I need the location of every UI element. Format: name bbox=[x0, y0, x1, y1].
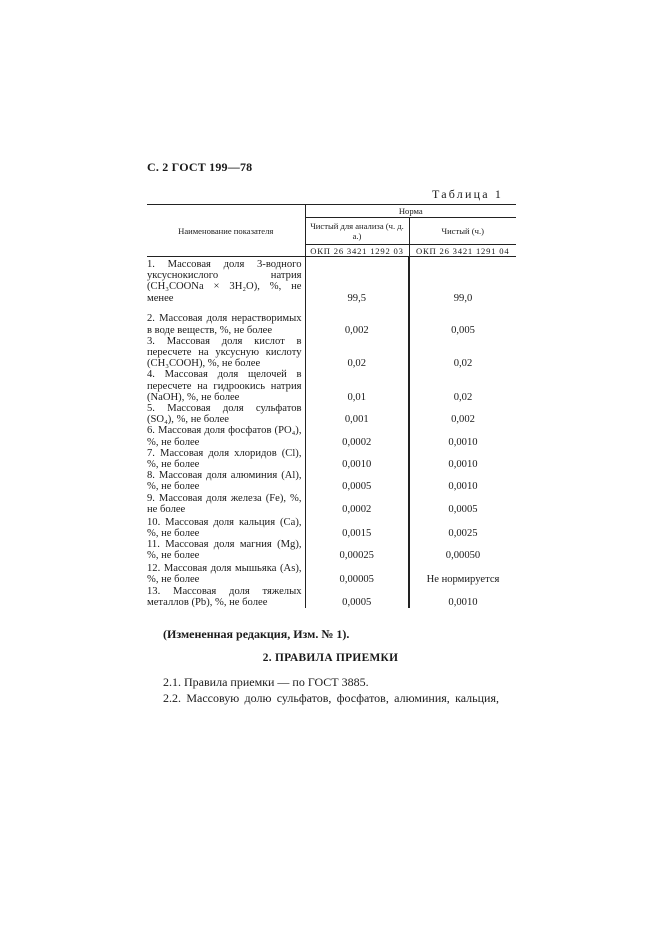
section-title: 2. ПРАВИЛА ПРИЕМКИ bbox=[262, 652, 399, 664]
norm-pure-value: 0,002 bbox=[409, 403, 516, 425]
norm-pure-value: 0,0010 bbox=[409, 448, 516, 470]
norm-pure-value: 0,005 bbox=[409, 304, 516, 336]
indicator-name: 8. Массовая доля алюминия (Al), %, не более bbox=[147, 470, 302, 493]
page-header: С. 2 ГОСТ 199—78 bbox=[147, 160, 253, 174]
norm-pure-value: 0,00050 bbox=[409, 539, 516, 561]
table-row bbox=[147, 539, 516, 561]
header-grade-pure: Чистый (ч.) bbox=[409, 218, 516, 245]
norm-analytical-value: 0,01 bbox=[305, 369, 409, 403]
table-row bbox=[147, 336, 516, 370]
table-row bbox=[147, 448, 516, 470]
table-row bbox=[147, 425, 516, 447]
norm-pure-value: 0,0005 bbox=[409, 493, 516, 515]
norm-pure-value: 0,0010 bbox=[409, 585, 516, 608]
norm-pure-value: 0,0010 bbox=[409, 470, 516, 492]
indicator-name: 11. Массовая доля магния (Mg), %, не более bbox=[147, 539, 302, 562]
indicator-name: 4. Массовая доля щелочей в пересчете на гидроокись натрия (NaOH), %, не более bbox=[147, 369, 302, 403]
indicator-name: 2. Массовая доля нерастворимых в воде веществ, %, не более bbox=[147, 313, 302, 336]
header-okp-2: ОКП 26 3421 1291 04 bbox=[409, 245, 516, 257]
amendment-note: (Измененная редакция, Изм. № 1). bbox=[163, 627, 350, 641]
indicator-name: 10. Массовая доля кальция (Ca), %, не более bbox=[147, 516, 302, 539]
norm-pure-value: 99,0 bbox=[409, 257, 516, 304]
norm-analytical-value: 0,0005 bbox=[305, 585, 409, 608]
norm-pure-value: 0,02 bbox=[409, 336, 516, 370]
paragraph-2-2: 2.2. Массовую долю сульфатов, фосфатов, алюминия, кальция, bbox=[163, 691, 499, 705]
indicator-name: 5. Массовая доля сульфатов (SO₄), %, не более bbox=[147, 403, 302, 426]
table-row bbox=[147, 257, 516, 304]
norm-analytical-value: 0,00005 bbox=[305, 561, 409, 585]
norm-pure-value: 0,0010 bbox=[409, 425, 516, 447]
indicator-name: 7. Массовая доля хлоридов (Cl), %, не более bbox=[147, 447, 302, 471]
table-caption: Таблица 1 bbox=[432, 187, 504, 201]
norm-analytical-value: 0,0015 bbox=[305, 515, 409, 539]
norm-analytical-value: 0,0002 bbox=[305, 493, 409, 515]
norm-analytical-value: 0,02 bbox=[305, 336, 409, 370]
table-row bbox=[147, 561, 516, 585]
specifications-table bbox=[147, 204, 516, 608]
norm-pure-value: Не нормируется bbox=[409, 561, 516, 585]
header-name: Наименование показателя bbox=[147, 205, 305, 257]
paragraph-2-1: 2.1. Правила приемки — по ГОСТ 3885. bbox=[163, 675, 369, 689]
header-okp-1: ОКП 26 3421 1292 03 bbox=[305, 245, 409, 257]
norm-pure-value: 0,02 bbox=[409, 369, 516, 403]
table-row bbox=[147, 304, 516, 336]
indicator-name: 9. Массовая доля железа (Fe), %, не более bbox=[147, 492, 302, 515]
indicator-name: 13. Массовая доля тяжелых металлов (Pb), %, не более bbox=[147, 586, 302, 609]
indicator-name: 3. Массовая доля кислот в пересчете на уксусную кислоту (CH₃COOH), %, не более bbox=[147, 335, 302, 370]
table-row bbox=[147, 585, 516, 608]
norm-analytical-value: 0,00025 bbox=[305, 539, 409, 561]
table-row bbox=[147, 369, 516, 403]
norm-analytical-value: 0,002 bbox=[305, 304, 409, 336]
header-norm: Норма bbox=[305, 205, 516, 218]
norm-pure-value: 0,0025 bbox=[409, 515, 516, 539]
header-grade-analytical: Чистый для анализа (ч. д. а.) bbox=[305, 218, 409, 245]
table-row bbox=[147, 493, 516, 515]
norm-analytical-value: 0,0010 bbox=[305, 448, 409, 470]
indicator-name: 12. Массовая доля мышьяка (As), %, не более bbox=[147, 563, 302, 586]
norm-analytical-value: 0,0005 bbox=[305, 470, 409, 492]
table-row bbox=[147, 515, 516, 539]
indicator-name: 6. Массовая доля фосфатов (PO₄), %, не более bbox=[147, 425, 302, 448]
norm-analytical-value: 0,0002 bbox=[305, 425, 409, 447]
table-row bbox=[147, 403, 516, 425]
norm-analytical-value: 99,5 bbox=[305, 257, 409, 304]
norm-analytical-value: 0,001 bbox=[305, 403, 409, 425]
table-row bbox=[147, 470, 516, 492]
indicator-name: 1. Массовая доля 3-водного уксуснокислого натрия (CH₃COONa × 3H₂O), %, не менее bbox=[147, 259, 302, 304]
